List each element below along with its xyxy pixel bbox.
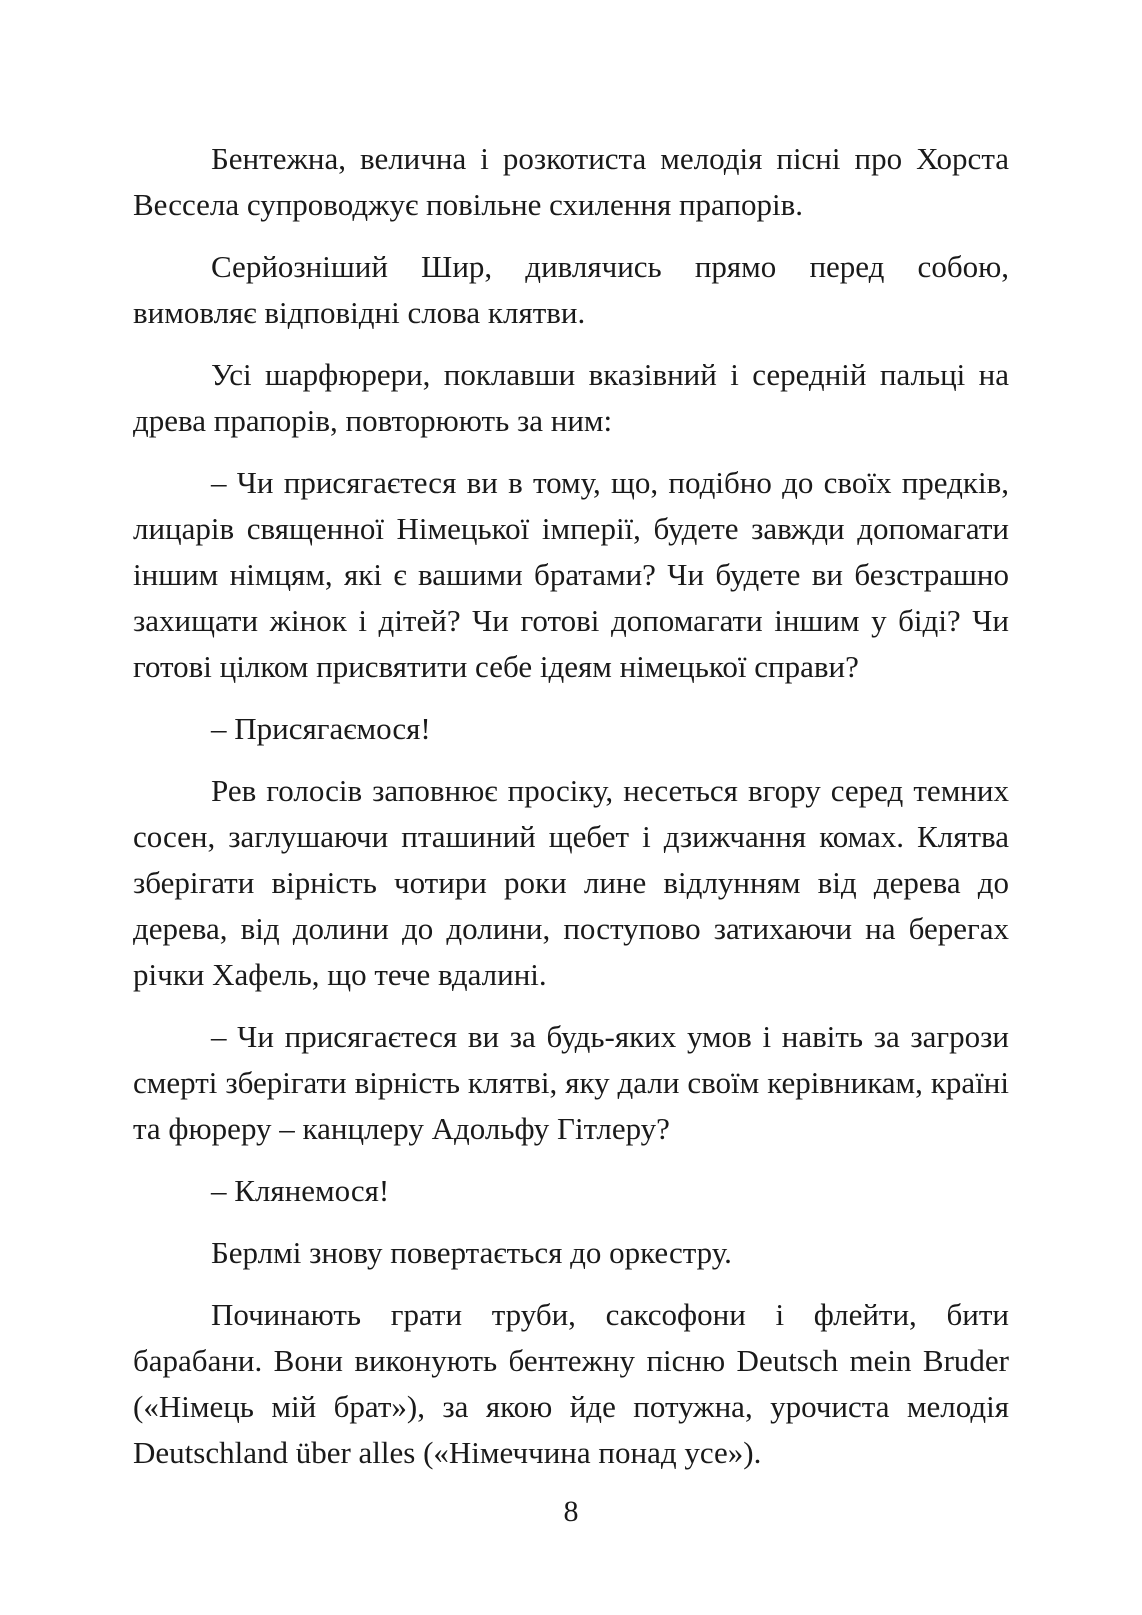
paragraph-10: Починають грати труби, саксофони і флейти, бити барабани. Вони виконують бентежну пісню Deutsch mein Bruder («Німець мій брат»), за якою йде потужна, урочиста мелодія Deutschland über alles («Німеччина понад усе»). [133, 1297, 1009, 1470]
paragraph-2: Серйозніший Шир, дивлячись прямо перед собою, вимовляє відповідні слова клятви. [133, 249, 1009, 330]
paragraph-3: Усі шарфюрери, поклавши вказівний і середній пальці на древа прапорів, повторюють за ним: [133, 357, 1009, 438]
paragraph-4: – Чи присягаєтеся ви в тому, що, подібно до своїх предків, лицарів священної Німецької імперії, будете завжди допомагати іншим німцям, які є вашими братами? Чи будете ви безстрашно захищати жінок і дітей? Чи готові допомагати іншим у біді? Чи готові цілком присвятити себе ідеям німецької справи? [133, 465, 1009, 684]
paragraph-6: Рев голосів заповнює просіку, несеться вгору серед темних сосен, заглушаючи пташиний щебет і дзижчання комах. Клятва зберігати вірність чотири роки лине відлунням від дерева до дерева, від долини до долини, поступово затихаючи на берегах річки Хафель, що тече вдалині. [133, 773, 1009, 992]
page-number: 8 [563, 1495, 579, 1528]
paragraph-5: – Присягаємося! [211, 711, 431, 746]
paragraph-7: – Чи присягаєтеся ви за будь-яких умов і навіть за загрози смерті зберігати вірність клятві, яку дали своїм керівникам, країні та фюреру – канцлеру Адольфу Гітлеру? [133, 1019, 1009, 1146]
paragraph-9: Берлмі знову повертається до оркестру. [211, 1235, 732, 1270]
body-text [133, 136, 1009, 1492]
paragraph-8: – Клянемося! [211, 1173, 390, 1208]
paragraph-1: Бентежна, велична і розкотиста мелодія пісні про Хорста Вессела супроводжує повільне схилення прапорів. [133, 141, 1009, 222]
